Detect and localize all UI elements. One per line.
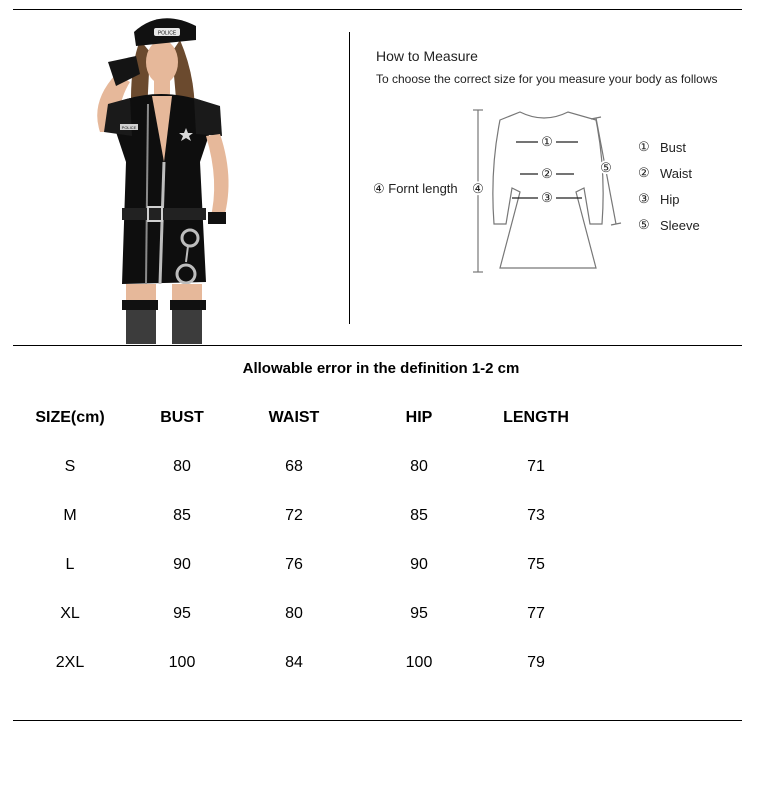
chest-patch-text: POLICE [121,125,137,130]
product-photo [60,12,260,344]
cell-bust: 100 [168,654,196,671]
legend-num: ③ [638,191,650,206]
legend-item-hip [638,186,700,212]
cell-length: 73 [527,507,545,524]
cell-length: 75 [527,556,545,573]
cell-length: 71 [527,458,545,475]
diagram-mark-hip: ③ [541,190,553,205]
belt [122,208,206,220]
garter-left [122,300,158,310]
garter-right [170,300,206,310]
cell-hip: 80 [410,458,428,475]
measure-title: How to Measure [376,48,478,64]
legend-num: ② [638,165,650,180]
legend-label: Sleeve [660,217,700,233]
cell-size: L [65,556,75,573]
header-length: LENGTH [503,409,569,426]
middle-divider [13,345,742,346]
header-size: SIZE(cm) [35,409,105,426]
cell-size: S [64,458,76,475]
cell-bust: 90 [173,556,191,573]
cell-waist: 80 [285,605,303,622]
cell-waist: 84 [285,654,303,671]
sleeve-right [194,98,222,136]
cell-bust: 80 [173,458,191,475]
top-divider [13,9,742,10]
cell-length: 79 [527,654,545,671]
measure-legend [638,134,700,238]
cell-hip: 90 [410,556,428,573]
diagram-mark-sleeve: ⑤ [600,160,612,175]
header-hip: HIP [405,409,433,426]
cell-hip: 100 [405,654,433,671]
header-waist: WAIST [268,409,320,426]
cell-bust: 85 [173,507,191,524]
header-bust: BUST [160,409,204,426]
cap-badge-text: POLICE [157,30,177,37]
wrist-cuff [208,212,226,224]
cell-size: M [63,507,77,524]
face [146,40,178,84]
legend-item-bust [638,134,700,160]
cell-bust: 95 [173,605,191,622]
bottom-divider [13,720,742,721]
legend-item-sleeve [638,212,700,238]
cell-size: XL [60,605,80,622]
legend-label: Hip [660,191,680,207]
cell-length: 77 [527,605,545,622]
legend-num: ① [638,139,650,154]
legend-num: ⑤ [638,217,650,232]
legend-label: Waist [660,165,693,181]
cell-waist: 76 [285,556,303,573]
vertical-divider [349,32,350,324]
cell-hip: 95 [410,605,428,622]
cell-hip: 85 [410,507,428,524]
stocking-left [126,310,156,344]
error-note: Allowable error in the definition 1-2 cm [242,360,520,377]
diagram-mark-waist: ② [541,166,553,181]
neck [154,80,170,96]
stocking-right [172,310,202,344]
cell-waist: 68 [285,458,303,475]
legend-label: Bust [660,139,687,155]
right-arm [206,134,229,224]
legend-item-waist [638,160,700,186]
size-table [0,393,762,693]
diagram-mark-bust: ① [541,134,553,149]
front-length-label: ④ Fornt length [373,181,458,196]
cell-waist: 72 [285,507,303,524]
diagram-mark-length: ④ [472,181,484,196]
measure-subtitle: To choose the correct size for you measure your body as follows [376,72,718,86]
cell-size: 2XL [55,654,85,671]
